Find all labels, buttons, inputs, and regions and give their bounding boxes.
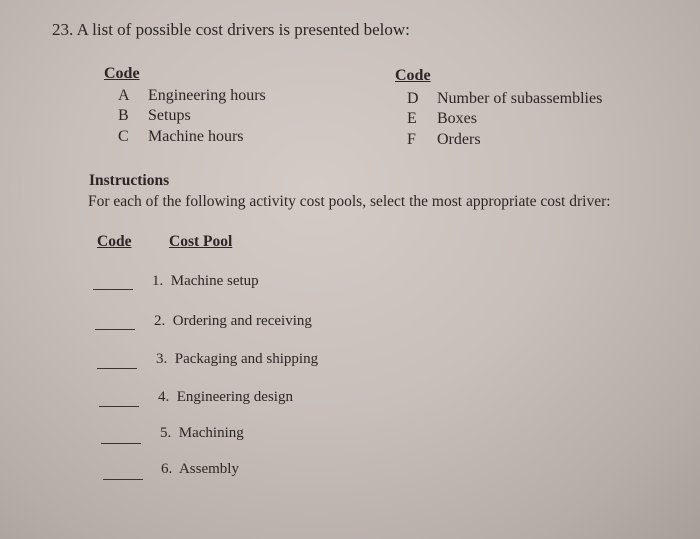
driver-row-a: [118, 87, 266, 105]
question-prompt: A list of possible cost drivers is presented below:: [76, 20, 410, 39]
cost-pool-column-header: Cost Pool: [169, 233, 233, 250]
answer-blank-6[interactable]: [103, 479, 143, 480]
driver-label: Number of subassemblies: [437, 90, 603, 107]
driver-row-f: [407, 131, 481, 149]
cost-pool-label: Engineering design: [176, 389, 293, 405]
drivers-left-header: Code: [104, 65, 140, 82]
driver-code: D: [407, 90, 419, 107]
drivers-right-header: Code: [395, 67, 431, 84]
answer-blank-4[interactable]: [99, 406, 139, 407]
driver-label: Orders: [437, 131, 481, 148]
driver-label: Machine hours: [148, 128, 244, 145]
driver-row-b: [118, 107, 191, 125]
cost-pool-number: 3.: [156, 351, 168, 367]
driver-code: B: [118, 107, 129, 124]
answer-blank-2[interactable]: [95, 329, 135, 330]
cost-pool-label: Ordering and receiving: [172, 313, 312, 329]
cost-pool-6: [161, 461, 239, 478]
cost-pool-3: [156, 351, 318, 368]
driver-row-d: [407, 90, 602, 108]
driver-label: Engineering hours: [148, 87, 266, 104]
code-column-header: Code: [97, 233, 132, 250]
cost-pool-label: Machine setup: [170, 273, 259, 289]
cost-pool-1: [152, 273, 259, 290]
cost-pool-number: 1.: [152, 273, 164, 289]
driver-code: A: [118, 87, 130, 104]
driver-label: Boxes: [437, 110, 477, 127]
driver-row-e: [407, 110, 477, 128]
cost-pool-number: 2.: [154, 313, 166, 329]
cost-pool-2: [154, 313, 312, 330]
cost-pool-5: [160, 425, 244, 442]
instructions-title: Instructions: [89, 172, 170, 189]
cost-pool-label: Machining: [178, 425, 244, 441]
cost-pool-number: 5.: [160, 425, 172, 441]
cost-pool-label: Packaging and shipping: [174, 351, 319, 367]
cost-pool-number: 4.: [158, 389, 170, 405]
instructions-text: For each of the following activity cost pools, select the most appropriate cost driver:: [88, 193, 611, 210]
driver-code: F: [407, 131, 416, 148]
answer-blank-1[interactable]: [93, 289, 133, 290]
cost-pool-number: 6.: [161, 461, 173, 477]
question-number: 23.: [52, 20, 74, 39]
answer-blank-3[interactable]: [97, 368, 137, 369]
driver-row-c: [118, 128, 244, 146]
cost-pool-4: [158, 389, 293, 406]
driver-code: E: [407, 110, 417, 127]
driver-label: Setups: [148, 107, 191, 124]
answer-blank-5[interactable]: [101, 443, 141, 444]
cost-pool-label: Assembly: [178, 461, 239, 477]
question-heading: [52, 20, 410, 40]
driver-code: C: [118, 128, 129, 145]
